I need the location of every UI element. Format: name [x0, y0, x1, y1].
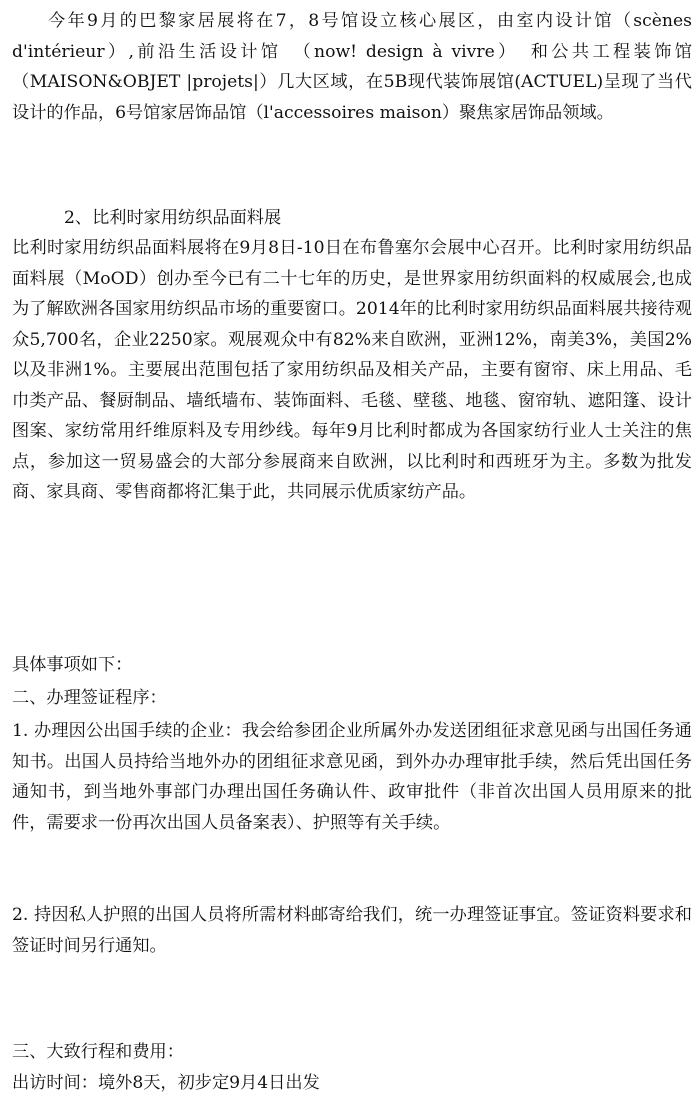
mood-body-paragraph: 比利时家用纺织品面料展将在9月8日-10日在布鲁塞尔会展中心召开。比利时家用纺织品面料展（MoOD）创办至今已有二十七年的历史，是世界家用纺织面料的权威展会,也成为了解欧洲各国家用纺织品市场的重要窗口。2014年的比利时家用纺织品面料展共接待观众5,700名，企业2250家。观展观众中有82%来自欧洲，亚洲12%，南美3%，美国2%以及非洲1%。主要展出范围包括了家用纺织品及相关产品，主要有窗帘、床上用品、毛巾类产品、餐厨制品、墙纸墙布、装饰面料、毛毯、壁毯、地毯、窗帘轨、遮阳篷、设计图案、家纺常用纤维原料及专用纱线。每年9月比利时都成为各国家纺行业人士关注的焦点，参加这一贸易盛会的大部分参展商来自欧洲，以比利时和西班牙为主。多数为批发商、家具商、零售商都将汇集于此，共同展示优质家纺产品。	[12, 238, 692, 502]
itinerary-heading: 三、大致行程和费用：	[12, 1042, 184, 1062]
details-intro: 具体事项如下：	[12, 655, 133, 675]
visa-item-2: 2. 持因私人护照的出国人员将所需材料邮寄给我们，统一办理签证事宜。签证资料要求和签证时间另行通知。	[12, 905, 692, 956]
visa-item-1: 1. 办理因公出国手续的企业：我会给参团企业所属外办发送团组征求意见函与出国任务通知书。出国人员持给当地外办的团组征求意见函，到外办办理审批手续，然后凭出国任务通知书，到当地外事部门办理出国任务确认件、政审批件（非首次出国人员用原来的批件，需要求一份再次出国人员备案表）、护照等有关手续。	[12, 721, 692, 833]
departure-line: 出访时间：境外8天，初步定9月4日出发	[12, 1073, 320, 1093]
intro-paragraph: 今年9月的巴黎家居展将在7，8号馆设立核心展区，由室内设计馆（scènes d'intérieur）,前沿生活设计馆 （now! design à vivre） 和公共工程装饰馆（MAISON&OBJET |projets|）几大区域，在5B现代装饰展馆(ACTUEL)呈现了当代设计的作品，6号馆家居饰品馆（l'accessoires maison）聚焦家居饰品领域。	[12, 11, 692, 123]
mood-heading: 2、比利时家用纺织品面料展	[64, 208, 282, 228]
visa-heading: 二、办理签证程序：	[12, 688, 167, 708]
